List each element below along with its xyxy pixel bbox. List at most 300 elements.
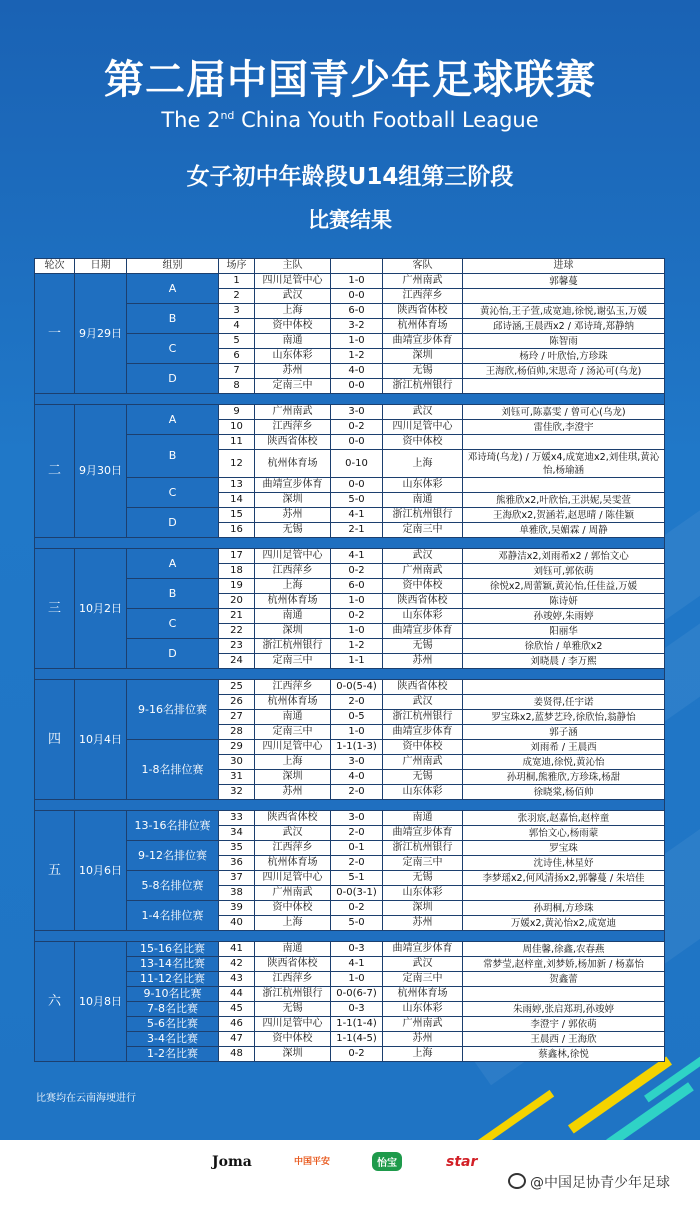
group-cell: B [127,435,219,478]
score-cell: 0-0(6-7) [331,987,383,1002]
score-cell: 5-0 [331,916,383,931]
match-no-cell: 16 [219,523,255,538]
home-team-cell: 山东体彩 [255,349,331,364]
header-home: 主队 [255,259,331,274]
table-row [35,304,665,319]
header-away: 客队 [383,259,463,274]
round-cell: 三 [35,549,75,669]
home-team-cell: 武汉 [255,289,331,304]
match-no-cell: 17 [219,549,255,564]
goals-cell: 王海欣,杨佰帅,宋思奇 / 汤沁可(乌龙) [463,364,665,379]
round-separator [35,669,665,680]
score-cell: 1-1(1-3) [331,740,383,755]
group-cell: 7-8名比赛 [127,1002,219,1017]
sponsor-pingan-logo: 中国平安 [294,1157,331,1167]
away-team-cell: 浙江杭州银行 [383,379,463,394]
score-cell: 5-0 [331,493,383,508]
goals-cell: 孙竣婷,朱雨婷 [463,609,665,624]
away-team-cell: 山东体彩 [383,609,463,624]
match-no-cell: 11 [219,435,255,450]
score-cell: 3-2 [331,319,383,334]
home-team-cell: 定南三中 [255,654,331,669]
goals-cell: 刘晓晨 / 李万熙 [463,654,665,669]
away-team-cell: 浙江杭州银行 [383,841,463,856]
score-cell: 1-0 [331,334,383,349]
match-no-cell: 37 [219,871,255,886]
table-row [35,1002,665,1017]
score-cell: 1-0 [331,972,383,987]
separator-cell [35,538,665,549]
away-team-cell: 武汉 [383,405,463,420]
match-no-cell: 36 [219,856,255,871]
score-cell: 4-0 [331,770,383,785]
table-row [35,579,665,594]
home-team-cell: 杭州体育场 [255,695,331,710]
score-cell: 6-0 [331,579,383,594]
table-row [35,841,665,856]
home-team-cell: 杭州体育场 [255,450,331,478]
score-cell: 0-0(5-4) [331,680,383,695]
goals-cell: 沈诗佳,林星妤 [463,856,665,871]
match-no-cell: 20 [219,594,255,609]
table-row [35,987,665,1002]
goals-cell: 刘钰可,陈嘉雯 / 曾可心(乌龙) [463,405,665,420]
sponsor-star-logo: star [446,1154,478,1170]
home-team-cell: 无锡 [255,523,331,538]
match-no-cell: 41 [219,942,255,957]
home-team-cell: 定南三中 [255,725,331,740]
away-team-cell: 浙江杭州银行 [383,710,463,725]
away-team-cell: 资中体校 [383,435,463,450]
home-team-cell: 四川足管中心 [255,871,331,886]
score-cell: 0-0 [331,435,383,450]
home-team-cell: 上海 [255,916,331,931]
away-team-cell: 陕西省体校 [383,304,463,319]
away-team-cell: 定南三中 [383,972,463,987]
table-row [35,364,665,379]
match-no-cell: 39 [219,901,255,916]
score-cell: 4-1 [331,549,383,564]
home-team-cell: 苏州 [255,508,331,523]
date-cell: 10月2日 [75,549,127,669]
home-team-cell: 曲靖宣步体育 [255,478,331,493]
home-team-cell: 无锡 [255,1002,331,1017]
goals-cell: 常梦莹,赵梓童,刘梦娇,杨加新 / 杨嘉怡 [463,957,665,972]
table-row [35,508,665,523]
round-separator [35,800,665,811]
match-no-cell: 14 [219,493,255,508]
score-cell: 4-1 [331,957,383,972]
table-row [35,942,665,957]
match-no-cell: 45 [219,1002,255,1017]
score-cell: 0-2 [331,609,383,624]
score-cell: 2-0 [331,785,383,800]
away-team-cell: 苏州 [383,654,463,669]
title-english: The 2nd China Youth Football League [161,108,539,132]
table-row [35,957,665,972]
goals-cell [463,886,665,901]
table-row [35,639,665,654]
goals-cell [463,680,665,695]
match-no-cell: 47 [219,1032,255,1047]
away-team-cell: 曲靖宣步体育 [383,942,463,957]
score-cell: 0-2 [331,420,383,435]
score-cell: 0-2 [331,564,383,579]
table-row [35,740,665,755]
title-chinese: 第二届中国青少年足球联赛 [104,57,596,103]
goals-cell: 万媛x2,黄沁怡x2,成宽迪 [463,916,665,931]
home-team-cell: 江西萍乡 [255,420,331,435]
home-team-cell: 武汉 [255,826,331,841]
table-row [35,609,665,624]
away-team-cell: 武汉 [383,695,463,710]
header-match-no: 场序 [219,259,255,274]
score-cell: 0-0 [331,379,383,394]
away-team-cell: 山东体彩 [383,1002,463,1017]
home-team-cell: 苏州 [255,785,331,800]
goals-cell [463,987,665,1002]
away-team-cell: 苏州 [383,916,463,931]
match-no-cell: 21 [219,609,255,624]
goals-cell: 郭怡文心,杨雨蒙 [463,826,665,841]
home-team-cell: 南通 [255,334,331,349]
group-cell: C [127,478,219,508]
home-team-cell: 定南三中 [255,379,331,394]
round-cell: 一 [35,274,75,394]
weibo-icon [508,1173,526,1189]
score-cell: 4-1 [331,508,383,523]
group-cell: C [127,609,219,639]
match-no-cell: 13 [219,478,255,493]
group-cell: 9-16名排位赛 [127,680,219,740]
score-cell: 1-1(1-4) [331,1017,383,1032]
away-team-cell: 无锡 [383,871,463,886]
group-cell: 15-16名比赛 [127,942,219,957]
home-team-cell: 资中体校 [255,901,331,916]
score-cell: 2-1 [331,523,383,538]
separator-cell [35,800,665,811]
score-cell: 3-0 [331,755,383,770]
group-cell: 5-8名排位赛 [127,871,219,901]
home-team-cell: 深圳 [255,493,331,508]
goals-cell: 成宽迪,徐悦,黄沁怡 [463,755,665,770]
table-header-row [35,259,665,274]
away-team-cell: 广州南武 [383,755,463,770]
score-cell: 2-0 [331,695,383,710]
match-no-cell: 8 [219,379,255,394]
group-cell: 1-2名比赛 [127,1047,219,1062]
match-no-cell: 34 [219,826,255,841]
sponsor-yibao-logo: 怡宝 [372,1152,402,1171]
subtitle: 女子初中年龄段U14组第三阶段 [186,164,514,190]
goals-cell: 蔡鑫林,徐悦 [463,1047,665,1062]
goals-cell: 单雅欣,吴媚霖 / 周静 [463,523,665,538]
home-team-cell: 苏州 [255,364,331,379]
match-no-cell: 23 [219,639,255,654]
round-cell: 四 [35,680,75,800]
goals-cell: 徐晓棠,杨佰帅 [463,785,665,800]
score-cell: 0-2 [331,901,383,916]
table-body [35,274,665,1062]
group-cell: 1-4名排位赛 [127,901,219,931]
score-cell: 0-3 [331,1002,383,1017]
match-no-cell: 3 [219,304,255,319]
header-date: 日期 [75,259,127,274]
away-team-cell: 武汉 [383,957,463,972]
date-cell: 10月8日 [75,942,127,1062]
goals-cell: 陈诗妍 [463,594,665,609]
goals-cell: 孙玥桐,方珍珠 [463,901,665,916]
goals-cell: 杨玲 / 叶欣怡,方珍珠 [463,349,665,364]
goals-cell: 徐欣怡 / 单雅欣x2 [463,639,665,654]
group-cell: 9-12名排位赛 [127,841,219,871]
table-row [35,811,665,826]
goals-cell: 郭馨蔓 [463,274,665,289]
away-team-cell: 广州南武 [383,274,463,289]
score-cell: 0-0(3-1) [331,886,383,901]
round-cell: 二 [35,405,75,538]
away-team-cell: 广州南武 [383,1017,463,1032]
goals-cell: 邓静洁x2,刘雨希x2 / 郭怡文心 [463,549,665,564]
home-team-cell: 陕西省体校 [255,435,331,450]
group-cell: B [127,304,219,334]
match-no-cell: 9 [219,405,255,420]
group-cell: A [127,405,219,435]
table-row [35,1047,665,1062]
goals-cell: 刘钰可,郭依萌 [463,564,665,579]
goals-cell: 罗宝珠x2,蓝梦艺玲,徐欣怡,翁静怡 [463,710,665,725]
away-team-cell: 四川足管中心 [383,420,463,435]
group-cell: A [127,274,219,304]
home-team-cell: 南通 [255,609,331,624]
match-no-cell: 46 [219,1017,255,1032]
away-team-cell: 杭州体育场 [383,987,463,1002]
match-no-cell: 12 [219,450,255,478]
away-team-cell: 山东体彩 [383,886,463,901]
goals-cell: 陈智雨 [463,334,665,349]
goals-cell: 王海欣x2,贺涵若,赵思晴 / 陈佳颖 [463,508,665,523]
weibo-watermark: @中国足协青少年足球 [508,1172,670,1192]
group-cell: 13-16名排位赛 [127,811,219,841]
home-team-cell: 资中体校 [255,319,331,334]
table-row [35,1032,665,1047]
away-team-cell: 资中体校 [383,740,463,755]
home-team-cell: 四川足管中心 [255,549,331,564]
date-cell: 10月4日 [75,680,127,800]
goals-cell: 朱雨婷,张启郑玥,孙竣婷 [463,1002,665,1017]
group-cell: 11-12名比赛 [127,972,219,987]
group-cell: B [127,579,219,609]
away-team-cell: 南通 [383,811,463,826]
round-separator [35,538,665,549]
home-team-cell: 四川足管中心 [255,274,331,289]
goals-cell [463,478,665,493]
match-no-cell: 10 [219,420,255,435]
goals-cell: 徐悦x2,周蕾颖,黄沁怡,任佳益,万媛 [463,579,665,594]
away-team-cell: 杭州体育场 [383,319,463,334]
round-separator [35,931,665,942]
home-team-cell: 江西萍乡 [255,680,331,695]
group-cell: D [127,639,219,669]
away-team-cell: 武汉 [383,549,463,564]
home-team-cell: 陕西省体校 [255,957,331,972]
group-cell: D [127,508,219,538]
separator-cell [35,931,665,942]
goals-cell: 邓诗琦(乌龙) / 万媛x4,成宽迪x2,刘佳琪,黄沁怡,杨瑜涵 [463,450,665,478]
home-team-cell: 南通 [255,942,331,957]
match-no-cell: 35 [219,841,255,856]
away-team-cell: 广州南武 [383,564,463,579]
goals-cell: 张羽宸,赵嘉怡,赵梓童 [463,811,665,826]
date-cell: 9月30日 [75,405,127,538]
away-team-cell: 曲靖宣步体育 [383,624,463,639]
sponsor-joma-logo: Joma [212,1154,252,1170]
match-no-cell: 43 [219,972,255,987]
away-team-cell: 江西萍乡 [383,289,463,304]
group-cell: A [127,549,219,579]
goals-cell [463,289,665,304]
home-team-cell: 江西萍乡 [255,841,331,856]
separator-cell [35,669,665,680]
goals-cell: 罗宝珠 [463,841,665,856]
goals-cell: 熊雅欣x2,叶欣怡,王洪妮,吴雯萱 [463,493,665,508]
round-cell: 六 [35,942,75,1062]
home-team-cell: 南通 [255,710,331,725]
match-no-cell: 15 [219,508,255,523]
score-cell: 5-1 [331,871,383,886]
group-cell: D [127,364,219,394]
results-title: 比赛结果 [308,208,392,232]
score-cell: 1-2 [331,639,383,654]
goals-cell: 刘雨希 / 王晨西 [463,740,665,755]
table-row [35,435,665,450]
goals-cell: 姜贤得,任宇诺 [463,695,665,710]
goals-cell: 雷佳欣,李澄宇 [463,420,665,435]
away-team-cell: 无锡 [383,364,463,379]
score-cell: 0-2 [331,1047,383,1062]
score-cell: 1-1 [331,654,383,669]
round-separator [35,394,665,405]
match-no-cell: 31 [219,770,255,785]
home-team-cell: 广州南武 [255,405,331,420]
home-team-cell: 深圳 [255,770,331,785]
score-cell: 0-5 [331,710,383,725]
match-no-cell: 22 [219,624,255,639]
goals-cell: 李梦瑶x2,何风清扬x2,郭馨蔓 / 朱培佳 [463,871,665,886]
away-team-cell: 陕西省体校 [383,594,463,609]
score-cell: 6-0 [331,304,383,319]
home-team-cell: 四川足管中心 [255,740,331,755]
group-cell: 5-6名比赛 [127,1017,219,1032]
match-no-cell: 29 [219,740,255,755]
group-cell: 9-10名比赛 [127,987,219,1002]
table-row [35,334,665,349]
match-no-cell: 30 [219,755,255,770]
goals-cell: 贺鑫蕾 [463,972,665,987]
match-no-cell: 18 [219,564,255,579]
header-round: 轮次 [35,259,75,274]
away-team-cell: 深圳 [383,349,463,364]
match-no-cell: 7 [219,364,255,379]
group-cell: 13-14名比赛 [127,957,219,972]
table-row [35,405,665,420]
score-cell: 1-1(4-5) [331,1032,383,1047]
table-row [35,1017,665,1032]
match-no-cell: 40 [219,916,255,931]
venue-note: 比赛均在云南海埂进行 [36,1093,136,1104]
away-team-cell: 浙江杭州银行 [383,508,463,523]
away-team-cell: 南通 [383,493,463,508]
away-team-cell: 曲靖宣步体育 [383,334,463,349]
score-cell: 1-0 [331,624,383,639]
score-cell: 1-0 [331,274,383,289]
results-table [34,258,664,1062]
goals-cell: 王晨西 / 王海欣 [463,1032,665,1047]
score-cell: 2-0 [331,856,383,871]
home-team-cell: 四川足管中心 [255,1017,331,1032]
home-team-cell: 杭州体育场 [255,856,331,871]
away-team-cell: 资中体校 [383,579,463,594]
away-team-cell: 定南三中 [383,523,463,538]
score-cell: 0-0 [331,478,383,493]
table-row [35,972,665,987]
goals-cell [463,435,665,450]
away-team-cell: 山东体彩 [383,478,463,493]
table-row [35,478,665,493]
away-team-cell: 苏州 [383,1032,463,1047]
table-row [35,680,665,695]
group-cell: C [127,334,219,364]
away-team-cell: 曲靖宣步体育 [383,826,463,841]
away-team-cell: 陕西省体校 [383,680,463,695]
home-team-cell: 浙江杭州银行 [255,987,331,1002]
match-no-cell: 27 [219,710,255,725]
home-team-cell: 江西萍乡 [255,972,331,987]
goals-cell: 黄沁怡,王子萱,成宽迪,徐悦,谢弘玉,万媛 [463,304,665,319]
match-no-cell: 1 [219,274,255,289]
match-no-cell: 44 [219,987,255,1002]
score-cell: 0-3 [331,942,383,957]
score-cell: 0-0 [331,289,383,304]
match-no-cell: 2 [219,289,255,304]
home-team-cell: 上海 [255,304,331,319]
away-team-cell: 上海 [383,1047,463,1062]
group-cell: 3-4名比赛 [127,1032,219,1047]
score-cell: 0-10 [331,450,383,478]
home-team-cell: 杭州体育场 [255,594,331,609]
table-row [35,274,665,289]
home-team-cell: 上海 [255,755,331,770]
match-no-cell: 33 [219,811,255,826]
goals-cell: 邱诗涵,王晨西x2 / 邓诗琦,郑静纳 [463,319,665,334]
score-cell: 1-0 [331,725,383,740]
home-team-cell: 上海 [255,579,331,594]
home-team-cell: 资中体校 [255,1032,331,1047]
match-no-cell: 25 [219,680,255,695]
match-no-cell: 6 [219,349,255,364]
goals-cell: 孙玥桐,熊雅欣,方珍珠,杨甜 [463,770,665,785]
score-cell: 0-1 [331,841,383,856]
home-team-cell: 深圳 [255,1047,331,1062]
away-team-cell: 山东体彩 [383,785,463,800]
match-no-cell: 26 [219,695,255,710]
home-team-cell: 广州南武 [255,886,331,901]
score-cell: 1-2 [331,349,383,364]
home-team-cell: 陕西省体校 [255,811,331,826]
round-cell: 五 [35,811,75,931]
goals-cell: 阳丽华 [463,624,665,639]
table-row [35,549,665,564]
